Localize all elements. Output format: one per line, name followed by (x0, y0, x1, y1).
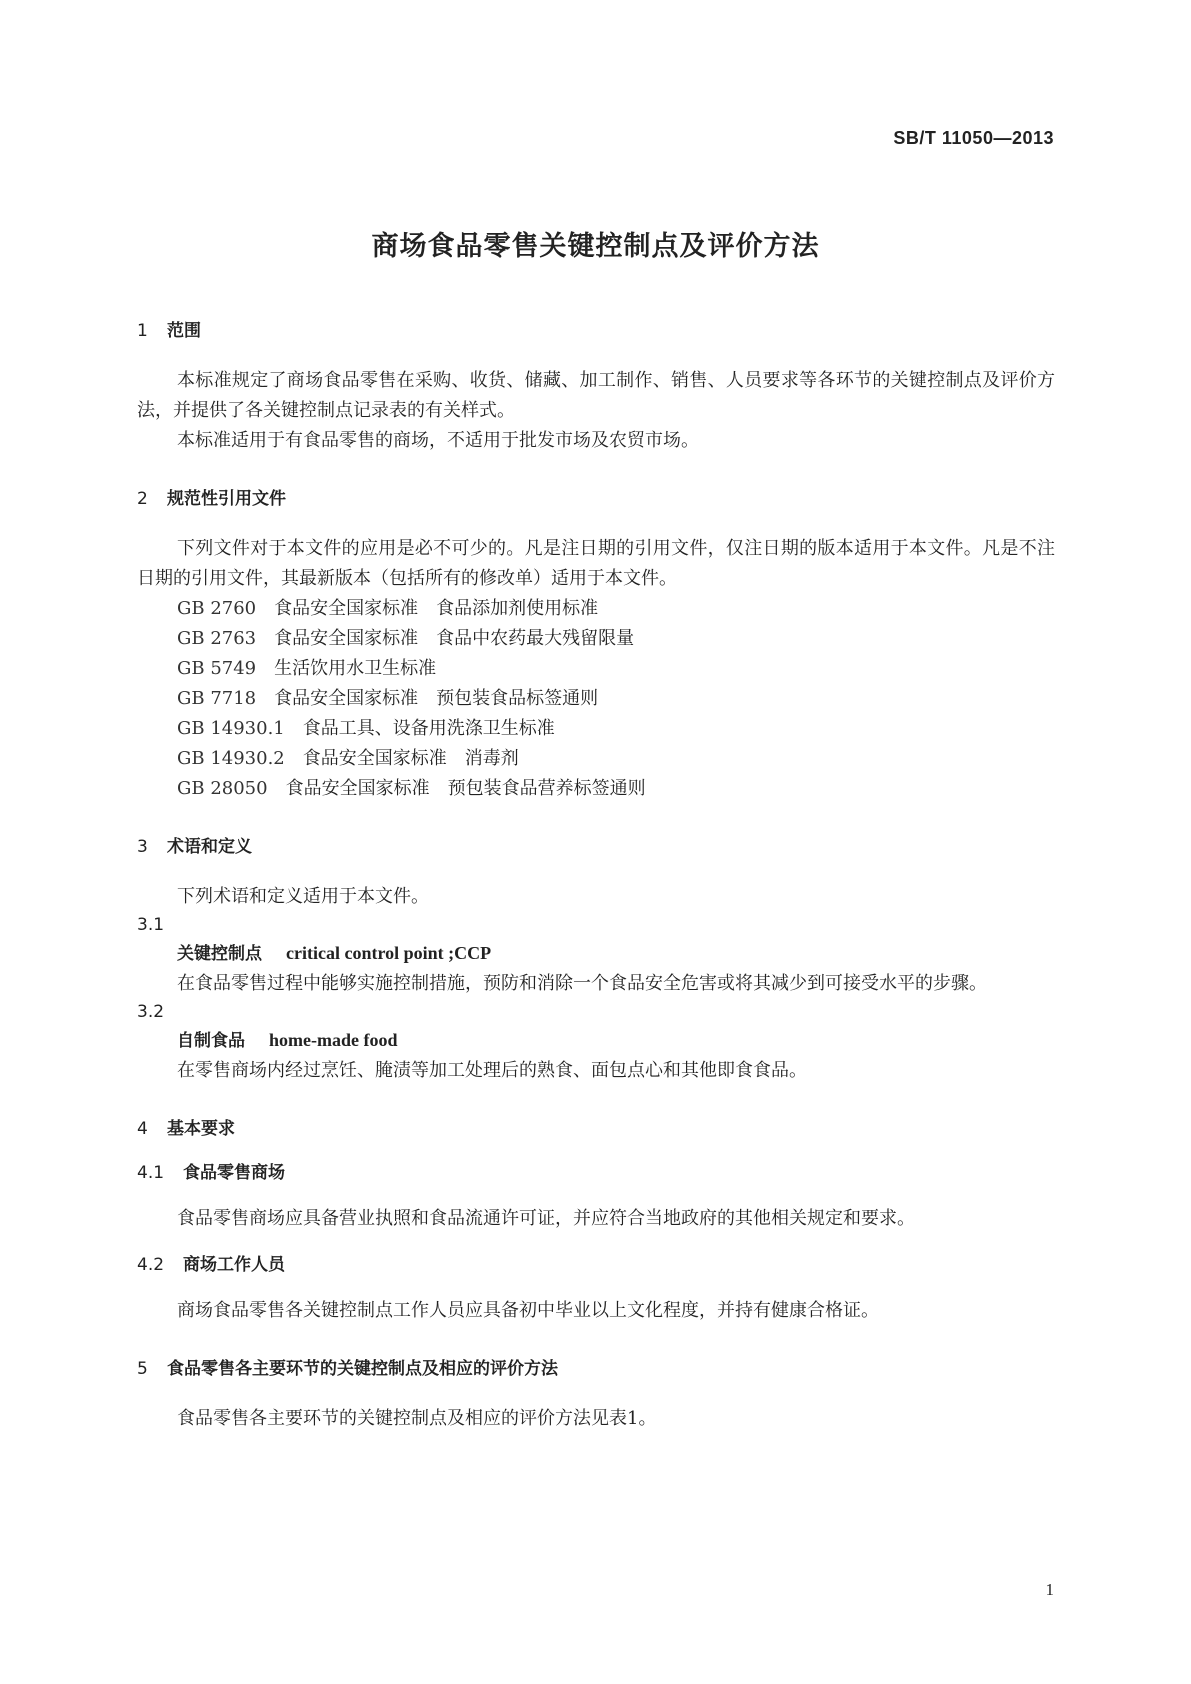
normative-reference-list (137, 594, 1055, 804)
reference-item (137, 684, 1055, 714)
section-title: 规范性引用文件 (167, 489, 286, 509)
term-heading (137, 938, 1055, 969)
subsection-4-1-heading (137, 1160, 1055, 1186)
reference-code: GB 2763 (177, 628, 257, 649)
reference-code: GB 2760 (177, 598, 257, 619)
reference-title: 食品安全国家标准 食品添加剂使用标准 (274, 598, 599, 619)
section-3-heading (137, 834, 1055, 860)
reference-title: 生活饮用水卫生标准 (274, 658, 437, 679)
document-body (137, 318, 1055, 1434)
subsection-number: 4.2 (137, 1255, 165, 1275)
section-title: 术语和定义 (167, 837, 252, 857)
term-chinese: 关键控制点 (177, 944, 262, 964)
section-3-intro: 下列术语和定义适用于本文件。 (177, 886, 429, 907)
term-chinese: 自制食品 (177, 1031, 245, 1051)
section-number: 2 (137, 489, 148, 509)
term-number: 3.2 (137, 1002, 165, 1022)
section-2-paragraph: 下列文件对于本文件的应用是必不可少的。凡是注日期的引用文件，仅注日期的版本适用于本文件。凡是不注日期的引用文件，其最新版本（包括所有的修改单）适用于本文件。 (137, 538, 1055, 589)
section-1-paragraph-2: 本标准适用于有食品零售的商场，不适用于批发市场及农贸市场。 (177, 430, 699, 451)
section-5-text: 食品零售各主要环节的关键控制点及相应的评价方法见表1。 (177, 1408, 657, 1429)
reference-item (137, 714, 1055, 744)
reference-title: 食品安全国家标准 消毒剂 (302, 748, 519, 769)
reference-item (137, 774, 1055, 804)
section-number: 4 (137, 1119, 148, 1139)
reference-title: 食品工具、设备用洗涤卫生标准 (302, 718, 555, 739)
section-1-heading (137, 318, 1055, 344)
term-definition: 在零售商场内经过烹饪、腌渍等加工处理后的熟食、面包点心和其他即食食品。 (177, 1060, 807, 1081)
section-title: 范围 (167, 321, 201, 341)
reference-item (137, 654, 1055, 684)
section-number: 5 (137, 1359, 148, 1379)
subsection-4-1-text: 食品零售商场应具备营业执照和食品流通许可证，并应符合当地政府的其他相关规定和要求。 (177, 1208, 915, 1229)
section-4-heading (137, 1116, 1055, 1142)
section-number: 1 (137, 321, 148, 341)
subsection-number: 4.1 (137, 1163, 165, 1183)
reference-title: 食品安全国家标准 预包装食品营养标签通则 (285, 778, 646, 799)
term-english: critical control point ;CCP (286, 943, 492, 963)
section-number: 3 (137, 837, 148, 857)
term-heading (137, 1025, 1055, 1056)
reference-code: GB 28050 (177, 778, 268, 799)
section-title: 基本要求 (167, 1119, 235, 1139)
subsection-4-2-heading (137, 1252, 1055, 1278)
reference-item (137, 594, 1055, 624)
subsection-4-2-text: 商场食品零售各关键控制点工作人员应具备初中毕业以上文化程度，并持有健康合格证。 (177, 1300, 879, 1321)
section-2-heading (137, 486, 1055, 512)
section-title: 食品零售各主要环节的关键控制点及相应的评价方法 (167, 1359, 558, 1379)
section-1-paragraph-1: 本标准规定了商场食品零售在采购、收货、储藏、加工制作、销售、人员要求等各环节的关键控制点及评价方法，并提供了各关键控制点记录表的有关样式。 (137, 370, 1055, 421)
page-number: 1 (1045, 1580, 1054, 1599)
reference-code: GB 14930.1 (177, 718, 285, 739)
reference-item (137, 624, 1055, 654)
term-number: 3.1 (137, 915, 165, 935)
subsection-title: 商场工作人员 (183, 1255, 285, 1275)
term-english: home-made food (269, 1030, 398, 1050)
section-5-heading (137, 1356, 1055, 1382)
document-title: 商场食品零售关键控制点及评价方法 (371, 231, 820, 262)
reference-code: GB 5749 (177, 658, 257, 679)
reference-code: GB 7718 (177, 688, 257, 709)
standard-code: SB/T 11050—2013 (893, 128, 1054, 148)
reference-title: 食品安全国家标准 食品中农药最大残留限量 (274, 628, 635, 649)
reference-item (137, 744, 1055, 774)
subsection-title: 食品零售商场 (183, 1163, 285, 1183)
reference-title: 食品安全国家标准 预包装食品标签通则 (274, 688, 599, 709)
term-definition: 在食品零售过程中能够实施控制措施，预防和消除一个食品安全危害或将其减少到可接受水平的步骤。 (177, 973, 987, 994)
reference-code: GB 14930.2 (177, 748, 285, 769)
